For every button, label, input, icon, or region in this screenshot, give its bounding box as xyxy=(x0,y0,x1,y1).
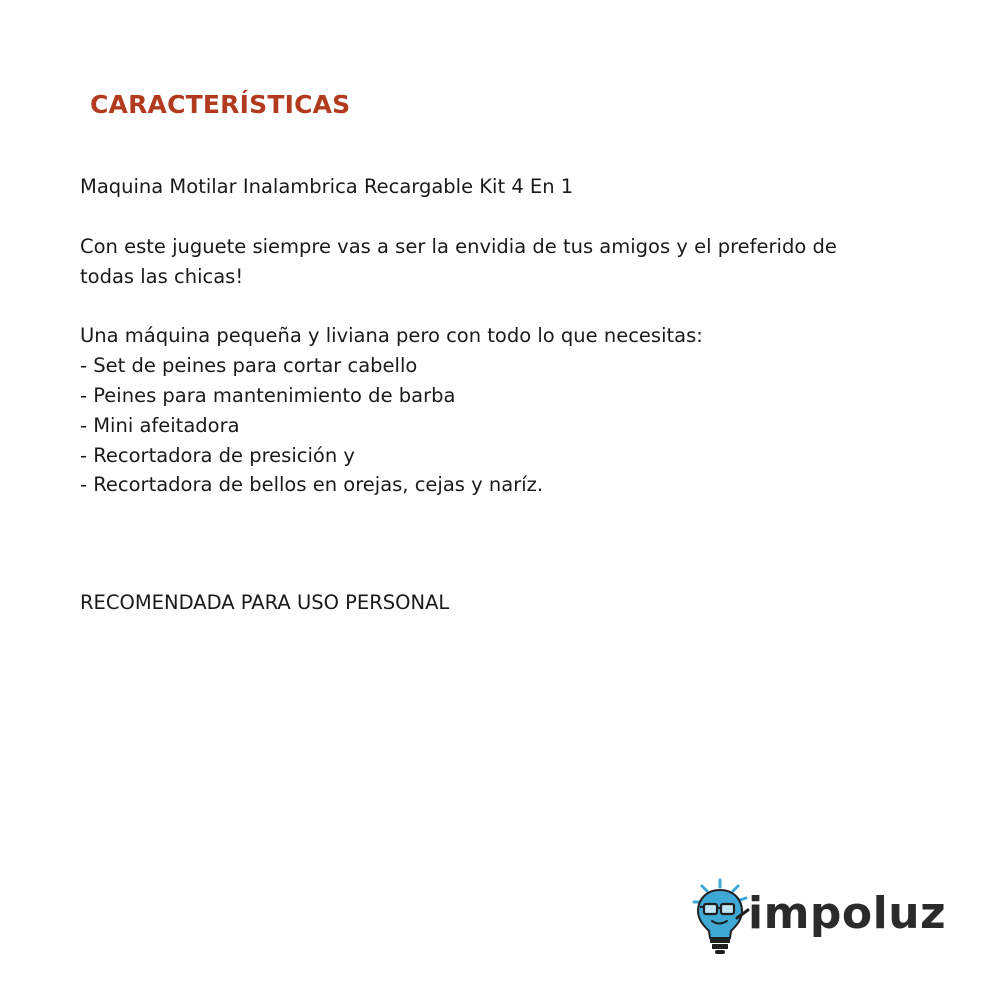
brand-logo xyxy=(690,876,947,956)
features-intro: Una máquina pequeña y liviana pero con todo lo que necesitas: xyxy=(80,324,703,348)
feature-item: - Recortadora de bellos en orejas, cejas y naríz. xyxy=(80,473,544,497)
intro-line-2: todas las chicas! xyxy=(80,264,244,288)
product-title: Maquina Motilar Inalambrica Recargable Kit 4 En 1 xyxy=(80,175,574,198)
intro-line-1: Con este juguete siempre vas a ser la envidia de tus amigos y el preferido de xyxy=(80,234,837,258)
lightbulb-icon xyxy=(690,876,754,956)
feature-item: - Peines para mantenimiento de barba xyxy=(80,383,456,407)
feature-item: - Recortadora de presición y xyxy=(80,443,355,467)
section-heading: CARACTERÍSTICAS xyxy=(90,90,351,119)
feature-item: - Set de peines para cortar cabello xyxy=(80,354,418,378)
feature-item: - Mini afeitadora xyxy=(80,413,240,437)
description-block xyxy=(80,172,940,500)
recommendation-note: RECOMENDADA PARA USO PERSONAL xyxy=(80,591,450,614)
features-list xyxy=(80,351,940,500)
brand-name: impoluz xyxy=(748,888,947,939)
